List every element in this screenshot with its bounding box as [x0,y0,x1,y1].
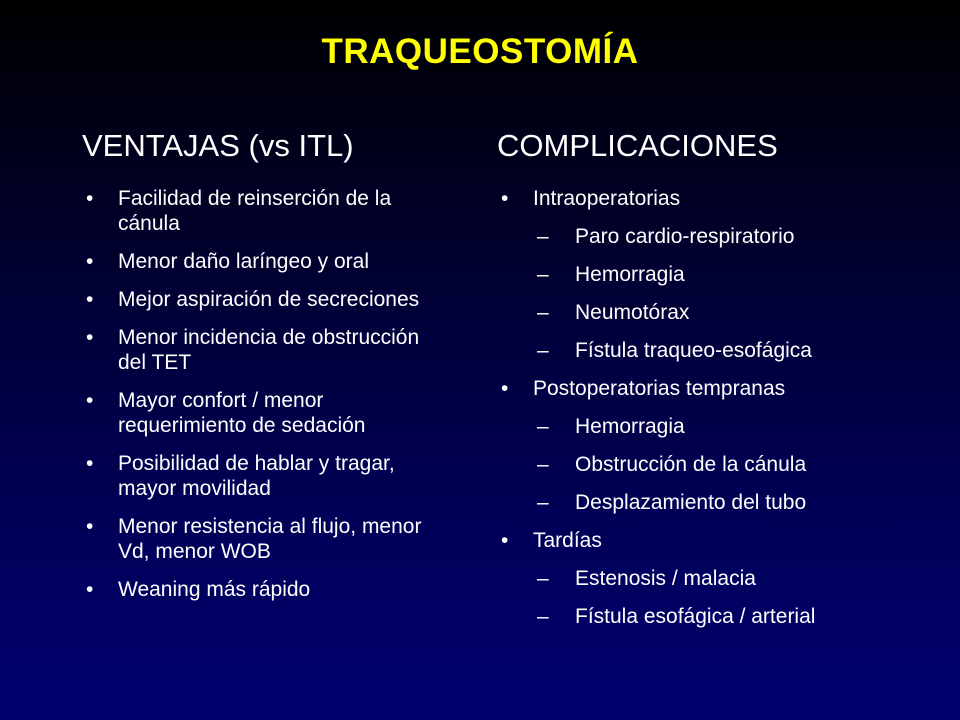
list-item [82,287,452,312]
list-item-text: Tardías [533,529,602,552]
sub-item-text: Paro cardio-respiratorio [575,225,795,248]
list-item [82,577,452,602]
dash-icon: – [537,339,549,362]
list-item [82,451,452,501]
advantages-list [82,186,452,602]
advantages-heading: VENTAJAS (vs ITL) [82,128,354,163]
list-item-text: Menor incidencia de obstrucción del TET [118,326,420,374]
bullet-icon: • [86,515,94,538]
bullet-icon: • [86,326,94,349]
bullet-icon: • [86,250,94,273]
complications-list [497,186,917,629]
sub-item-text: Estenosis / malacia [575,567,756,590]
bullet-icon: • [501,377,509,400]
list-item-text: Intraoperatorias [533,187,681,210]
dash-icon: – [537,301,549,324]
dash-icon: – [537,453,549,476]
sub-item [533,490,917,515]
sub-item [533,262,917,287]
advantages-column [82,126,452,615]
sub-item-text: Fístula traqueo-esofágica [575,339,812,362]
list-item-text: Postoperatorias tempranas [533,377,786,400]
sub-item [533,338,917,363]
dash-icon: – [537,567,549,590]
list-item-text: Facilidad de reinserción de la cánula [118,187,392,235]
sub-item [533,566,917,591]
sub-item [533,452,917,477]
dash-icon: – [537,415,549,438]
list-item [82,514,452,564]
sub-item-text: Obstrucción de la cánula [575,453,807,476]
list-item-intraoperatorias [497,186,917,363]
slide-title: TRAQUEOSTOMÍA [321,32,639,71]
sub-item [533,224,917,249]
complications-heading: COMPLICACIONES [497,128,778,163]
dash-icon: – [537,225,549,248]
list-item-text: Posibilidad de hablar y tragar, mayor movilidad [118,452,395,500]
list-item-tardias [497,528,917,629]
bullet-icon: • [86,187,94,210]
list-item-text: Menor daño laríngeo y oral [118,250,369,273]
sub-item [533,300,917,325]
list-item-text: Weaning más rápido [118,578,311,601]
sub-item-text: Hemorragia [575,263,685,286]
bullet-icon: • [501,187,509,210]
list-item-text: Mayor confort / menor requerimiento de sedación [118,389,366,437]
bullet-icon: • [86,578,94,601]
bullet-icon: • [501,529,509,552]
dash-icon: – [537,263,549,286]
sub-list [533,224,917,363]
bullet-icon: • [86,389,94,412]
sub-item-text: Neumotórax [575,301,690,324]
sub-item-text: Desplazamiento del tubo [575,491,807,514]
list-item [82,388,452,438]
sub-item [533,604,917,629]
list-item [82,325,452,375]
list-item-postoperatorias [497,376,917,515]
bullet-icon: • [86,288,94,311]
sub-item-text: Fístula esofágica / arterial [575,605,816,628]
list-item-text: Menor resistencia al flujo, menor Vd, menor WOB [118,515,422,563]
bullet-icon: • [86,452,94,475]
sub-item [533,414,917,439]
dash-icon: – [537,605,549,628]
list-item [82,249,452,274]
complications-column [497,126,917,642]
sub-list [533,414,917,515]
list-item [82,186,452,236]
list-item-text: Mejor aspiración de secreciones [118,288,420,311]
sub-item-text: Hemorragia [575,415,685,438]
dash-icon: – [537,491,549,514]
sub-list [533,566,917,629]
